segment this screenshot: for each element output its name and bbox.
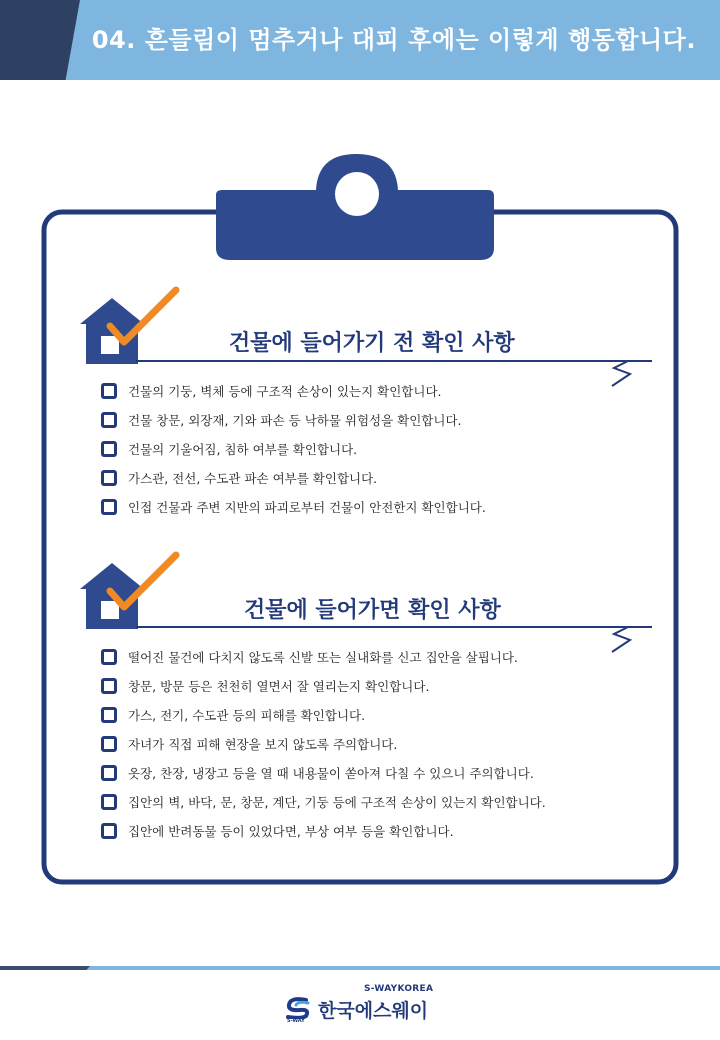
footer-bar — [0, 966, 720, 970]
list-item: 건물의 기둥, 벽체 등에 구조적 손상이 있는지 확인합니다. — [101, 376, 486, 405]
list-item: 자녀가 직접 피해 현장을 보지 않도록 주의합니다. — [101, 729, 546, 758]
checkbox-icon[interactable] — [101, 736, 117, 752]
checkbox-icon[interactable] — [101, 794, 117, 810]
list-item: 창문, 방문 등은 천천히 열면서 잘 열리는지 확인합니다. — [101, 671, 546, 700]
list-item: 건물 창문, 외장재, 기와 파손 등 낙하물 위험성을 확인합니다. — [101, 405, 486, 434]
section-title-after-entry: 건물에 들어가면 확인 사항 — [244, 598, 501, 623]
checkbox-icon[interactable] — [101, 499, 117, 515]
logo-korean: 한국에스웨이 — [318, 1000, 429, 1022]
logo-english: S-WAYKOREA — [364, 984, 434, 994]
checkbox-icon[interactable] — [101, 470, 117, 486]
checkbox-icon[interactable] — [101, 649, 117, 665]
list-item: 집안의 벽, 바닥, 문, 창문, 계단, 기둥 등에 구조적 손상이 있는지 확인합니다. — [101, 787, 546, 816]
list-item: 인접 건물과 주변 지반의 파괴로부터 건물이 안전한지 확인합니다. — [101, 492, 486, 521]
checkbox-icon[interactable] — [101, 765, 117, 781]
house-check-icon — [76, 551, 186, 633]
page-title: 04. 흔들림이 멈추거나 대피 후에는 이렇게 행동합니다. — [91, 26, 696, 54]
section-title-before-entry: 건물에 들어가기 전 확인 사항 — [229, 331, 515, 356]
list-item: 집안에 반려동물 등이 있었다면, 부상 여부 등을 확인합니다. — [101, 816, 546, 845]
checkbox-icon[interactable] — [101, 678, 117, 694]
list-item: 가스관, 전선, 수도관 파손 여부를 확인합니다. — [101, 463, 486, 492]
list-item: 가스, 전기, 수도관 등의 피해를 확인합니다. — [101, 700, 546, 729]
lightning-icon — [612, 361, 630, 386]
checkbox-icon[interactable] — [101, 707, 117, 723]
company-logo — [284, 984, 444, 1030]
list-item: 떨어진 물건에 다치지 않도록 신발 또는 실내화를 신고 집안을 살핍니다. — [101, 642, 546, 671]
list-item: 옷장, 찬장, 냉장고 등을 열 때 내용물이 쏟아져 다칠 수 있으니 주의합니다. — [101, 758, 546, 787]
footer-bar-accent — [0, 966, 90, 970]
checkbox-icon[interactable] — [101, 823, 117, 839]
checkbox-icon[interactable] — [101, 383, 117, 399]
s-way-logo-icon — [284, 997, 312, 1019]
lightning-icon — [612, 627, 630, 652]
logo-subtext: S-WAY — [287, 1018, 305, 1024]
checkbox-icon[interactable] — [101, 441, 117, 457]
checklist-after-entry — [101, 642, 546, 845]
checklist-before-entry — [101, 376, 486, 521]
checkbox-icon[interactable] — [101, 412, 117, 428]
list-item: 건물의 기울어짐, 침하 여부를 확인합니다. — [101, 434, 486, 463]
